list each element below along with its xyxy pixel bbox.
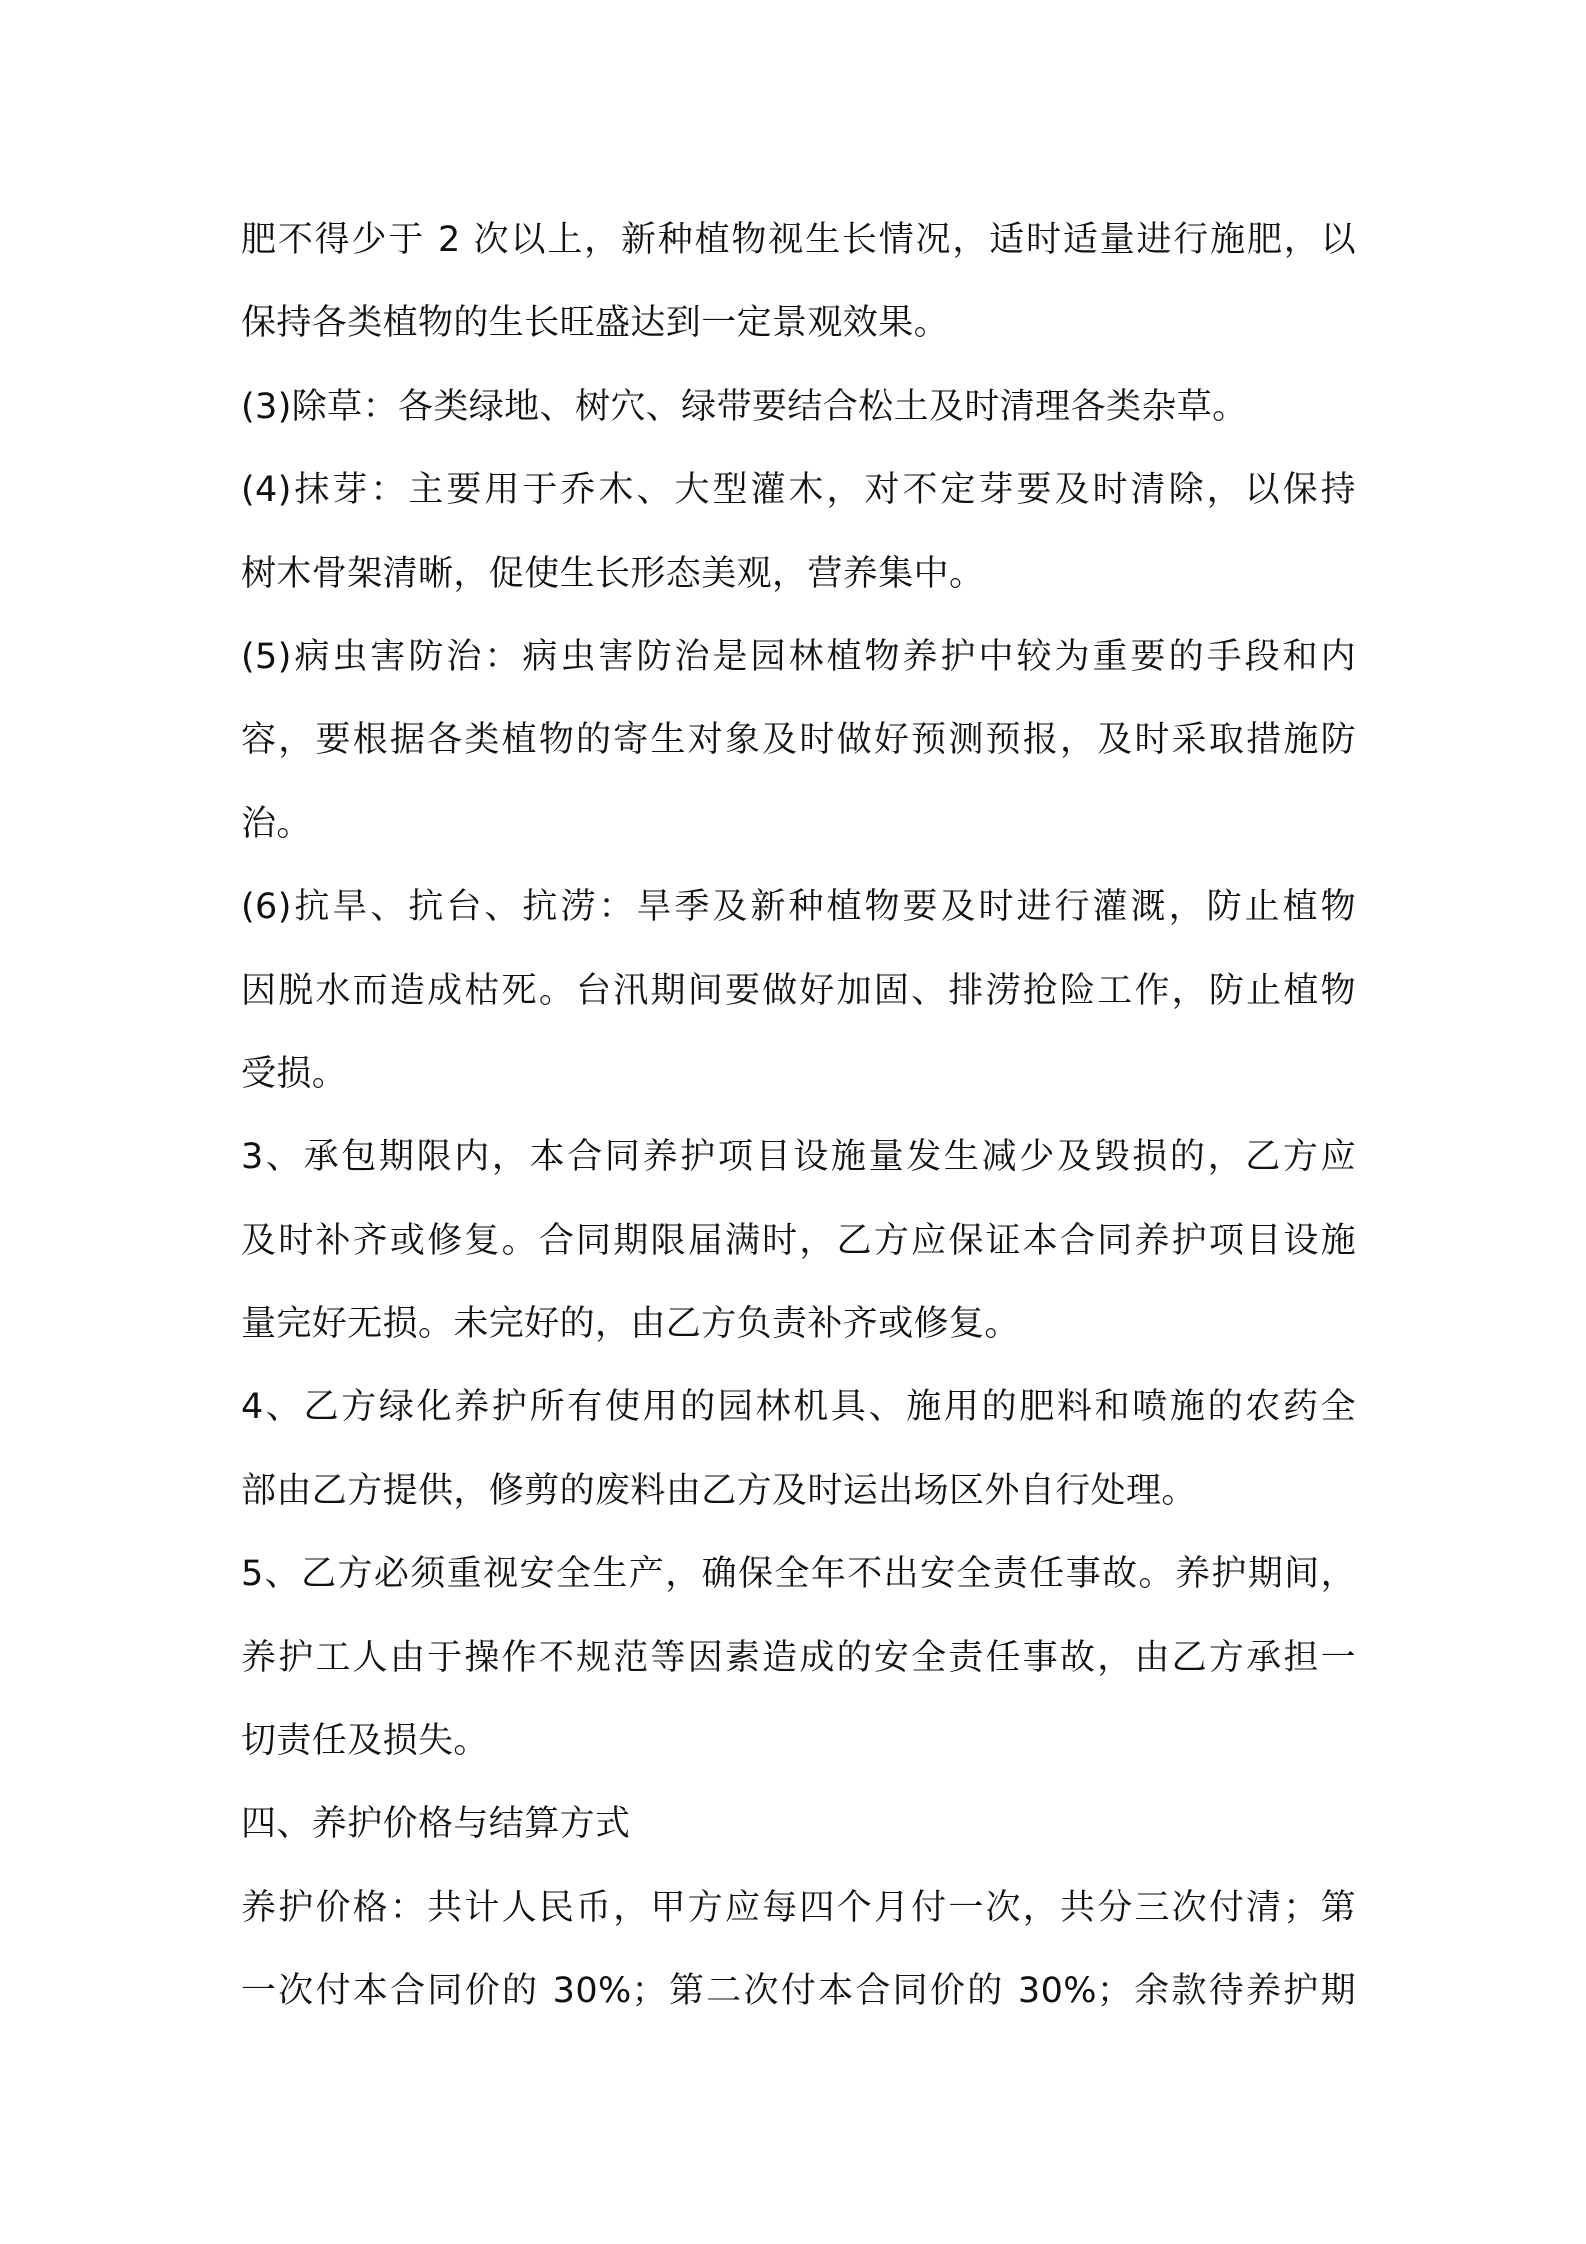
text-line: (6)抗旱、抗台、抗涝：旱季及新种植物要及时进行灌溉，防止植物 (241, 887, 1356, 928)
text-line: 肥不得少于 2 次以上，新种植物视生长情况，适时适量进行施肥，以 (241, 220, 1356, 260)
document-body (241, 199, 1356, 2034)
text-line: 4、乙方绿化养护所有使用的园林机具、施用的肥料和喷施的农药全 (241, 1387, 1356, 1428)
text-line: 量完好无损。未完好的，由乙方负责补齐或修复。 (241, 1304, 1020, 1345)
text-line: 容，要根据各类植物的寄生对象及时做好预测预报，及时采取措施防 (241, 720, 1356, 761)
section-heading: 四、养护价格与结算方式 (241, 1804, 631, 1845)
text-line: 3、承包期限内，本合同养护项目设施量发生减少及毁损的，乙方应 (241, 1137, 1356, 1178)
text-line: 树木骨架清晰，促使生长形态美观，营养集中。 (241, 553, 985, 594)
text-line: 保持各类植物的生长旺盛达到一定景观效果。 (241, 303, 950, 344)
text-line: 治。 (241, 803, 312, 844)
text-line: 及时补齐或修复。合同期限届满时，乙方应保证本合同养护项目设施 (241, 1220, 1356, 1261)
text-line: (4)抹芽：主要用于乔木、大型灌木，对不定芽要及时清除，以保持 (241, 470, 1356, 511)
text-line: 受损。 (241, 1053, 348, 1094)
text-line: 养护价格：共计人民币，甲方应每四个月付一次，共分三次付清；第 (241, 1887, 1356, 1928)
text-line: 一次付本合同价的 30%；第二次付本合同价的 30%；余款待养护期 (241, 1971, 1356, 2012)
text-line: 切责任及损失。 (241, 1721, 489, 1762)
text-line: (3)除草：各类绿地、树穴、绿带要结合松土及时清理各类杂草。 (241, 386, 1248, 427)
text-line: 5、乙方必须重视安全生产，确保全年不出安全责任事故。养护期间， (241, 1554, 1356, 1595)
text-line: 部由乙方提供，修剪的废料由乙方及时运出场区外自行处理。 (241, 1470, 1197, 1511)
text-line: (5)病虫害防治：病虫害防治是园林植物养护中较为重要的手段和内 (241, 636, 1356, 677)
text-line: 养护工人由于操作不规范等因素造成的安全责任事故，由乙方承担一 (241, 1637, 1356, 1678)
text-line: 因脱水而造成枯死。台汛期间要做好加固、排涝抢险工作，防止植物 (241, 970, 1356, 1011)
